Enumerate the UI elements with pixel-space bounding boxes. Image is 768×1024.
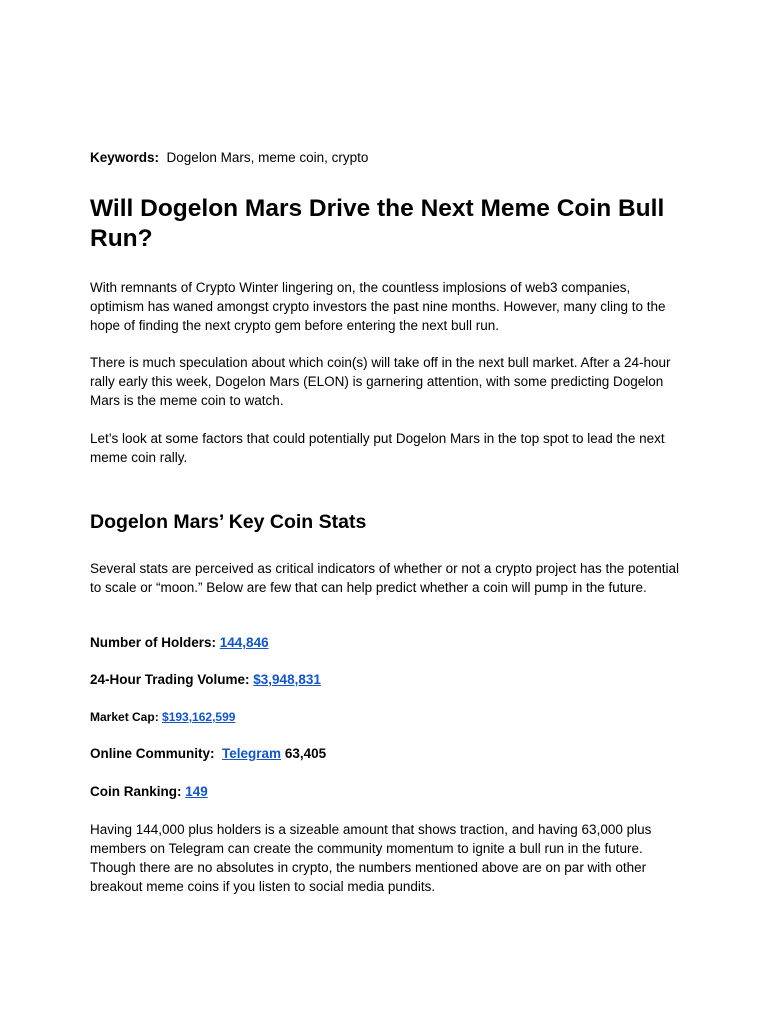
intro-paragraph-1: With remnants of Crypto Winter lingering on, the countless implosions of web3 companies, optimism has waned amongst crypto investors the past nine months. However, many cling to the hope of finding the next crypto gem before entering the next bull run.	[90, 280, 666, 333]
section-heading: Dogelon Mars’ Key Coin Stats	[90, 511, 367, 533]
closing-paragraph: Having 144,000 plus holders is a sizeable amount that shows traction, and having 63,000 plus members on Telegram can create the community momentum to ignite a bull run in the future. Though there are no absolutes in crypto, the numbers mentioned above are on par with other breakout meme coins if you listen to social media pundits.	[90, 822, 652, 894]
keywords-label: Keywords:	[90, 150, 160, 165]
section-paragraph: Several stats are perceived as critical indicators of whether or not a crypto project has the potential to scale or “moon.” Below are few that can help predict whether a coin will pump in the future.	[90, 561, 680, 595]
stat-community	[90, 745, 326, 763]
article-title: Will Dogelon Mars Drive the Next Meme Coin Bull Run?	[90, 195, 665, 252]
keywords-line	[90, 149, 368, 167]
stat-market-cap	[90, 708, 235, 726]
market-cap-link[interactable]: $193,162,599	[162, 710, 236, 724]
stat-community-label: Online Community:	[90, 746, 215, 761]
holders-link[interactable]: 144,846	[219, 635, 269, 650]
stat-holders	[90, 634, 269, 652]
stat-market-cap-label: Market Cap:	[90, 710, 159, 724]
intro-paragraph-3: Let’s look at some factors that could potentially put Dogelon Mars in the top spot to lead the next meme coin rally.	[90, 431, 665, 465]
ranking-link[interactable]: 149	[185, 784, 208, 799]
stat-volume	[90, 671, 321, 689]
intro-paragraph-2: There is much speculation about which coin(s) will take off in the next bull market. After a 24-hour rally early this week, Dogelon Mars (ELON) is garnering attention, with some predicting Dogelon Mars is the meme coin to watch.	[90, 355, 671, 408]
stat-holders-label: Number of Holders:	[90, 635, 217, 650]
telegram-link[interactable]: Telegram	[222, 746, 282, 761]
stat-volume-label: 24-Hour Trading Volume:	[90, 672, 250, 687]
volume-link[interactable]: $3,948,831	[253, 672, 321, 687]
telegram-count: 63,405	[284, 746, 327, 761]
stat-ranking	[90, 783, 208, 801]
keywords-value: Dogelon Mars, meme coin, crypto	[166, 150, 369, 165]
stat-ranking-label: Coin Ranking:	[90, 784, 182, 799]
